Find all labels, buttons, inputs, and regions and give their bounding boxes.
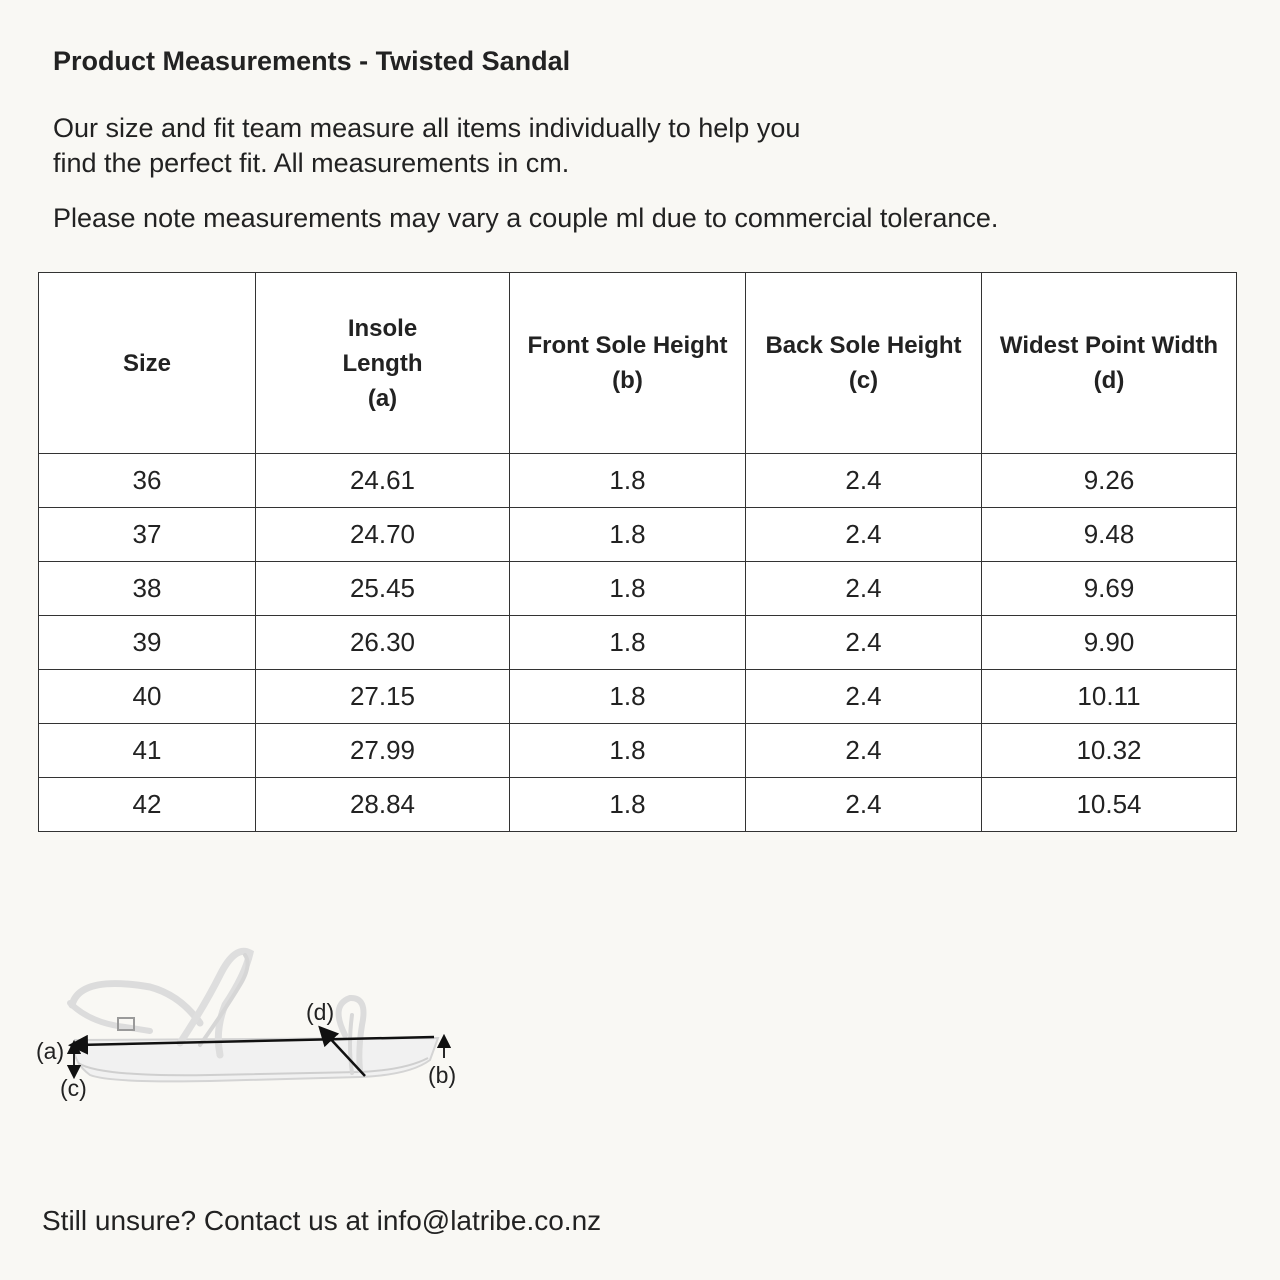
- cell-widest-point-width: 9.69: [982, 562, 1237, 616]
- table-row: [39, 670, 1237, 724]
- label-b: (b): [428, 1062, 457, 1088]
- cell-size: 37: [39, 508, 256, 562]
- intro-text: [53, 111, 933, 181]
- header-back-sole-height: Back Sole Height (c): [746, 273, 982, 454]
- cell-insole-length: 26.30: [256, 616, 510, 670]
- header-front-sole-height: Front Sole Height (b): [510, 273, 746, 454]
- cell-back-sole-height: 2.4: [746, 724, 982, 778]
- table-row: [39, 508, 1237, 562]
- cell-back-sole-height: 2.4: [746, 778, 982, 832]
- label-a: (a): [36, 1038, 65, 1064]
- cell-widest-point-width: 9.48: [982, 508, 1237, 562]
- cell-front-sole-height: 1.8: [510, 454, 746, 508]
- cell-front-sole-height: 1.8: [510, 508, 746, 562]
- table-row: [39, 454, 1237, 508]
- sandal-measurement-diagram: [30, 935, 480, 1110]
- cell-insole-length: 25.45: [256, 562, 510, 616]
- sandal-toe-strap: [350, 1015, 352, 1073]
- table-row: [39, 778, 1237, 832]
- table-header-row: [39, 273, 1237, 454]
- header-insole-length: Insole Length (a): [256, 273, 510, 454]
- table-row: [39, 724, 1237, 778]
- cell-widest-point-width: 9.90: [982, 616, 1237, 670]
- page-title: Product Measurements - Twisted Sandal: [53, 46, 571, 76]
- cell-back-sole-height: 2.4: [746, 616, 982, 670]
- sandal-heel-strap: [70, 1003, 150, 1031]
- cell-size: 36: [39, 454, 256, 508]
- cell-insole-length: 24.70: [256, 508, 510, 562]
- header-size: Size: [39, 273, 256, 454]
- cell-size: 41: [39, 724, 256, 778]
- sandal-illustration: [70, 951, 438, 1081]
- cell-front-sole-height: 1.8: [510, 778, 746, 832]
- cell-front-sole-height: 1.8: [510, 724, 746, 778]
- table-row: [39, 562, 1237, 616]
- intro-line-1: Our size and fit team measure all items individually to help you: [53, 113, 801, 143]
- cell-back-sole-height: 2.4: [746, 454, 982, 508]
- cell-insole-length: 27.15: [256, 670, 510, 724]
- cell-back-sole-height: 2.4: [746, 562, 982, 616]
- contact-footer: Still unsure? Contact us at info@latribe.co.nz: [42, 1205, 602, 1236]
- cell-size: 40: [39, 670, 256, 724]
- cell-size: 38: [39, 562, 256, 616]
- header-widest-point-width: Widest Point Width (d): [982, 273, 1237, 454]
- cell-front-sole-height: 1.8: [510, 562, 746, 616]
- cell-widest-point-width: 10.11: [982, 670, 1237, 724]
- cell-size: 42: [39, 778, 256, 832]
- label-c: (c): [60, 1075, 87, 1101]
- cell-insole-length: 27.99: [256, 724, 510, 778]
- cell-back-sole-height: 2.4: [746, 508, 982, 562]
- intro-line-2: find the perfect fit. All measurements in cm.: [53, 148, 570, 178]
- cell-insole-length: 28.84: [256, 778, 510, 832]
- cell-front-sole-height: 1.8: [510, 616, 746, 670]
- cell-insole-length: 24.61: [256, 454, 510, 508]
- cell-front-sole-height: 1.8: [510, 670, 746, 724]
- cell-back-sole-height: 2.4: [746, 670, 982, 724]
- cell-widest-point-width: 10.32: [982, 724, 1237, 778]
- cell-size: 39: [39, 616, 256, 670]
- label-d: (d): [306, 999, 335, 1025]
- tolerance-note: Please note measurements may vary a couple ml due to commercial tolerance.: [53, 203, 999, 233]
- table-row: [39, 616, 1237, 670]
- cell-widest-point-width: 10.54: [982, 778, 1237, 832]
- measurement-table: [38, 272, 1237, 832]
- cell-widest-point-width: 9.26: [982, 454, 1237, 508]
